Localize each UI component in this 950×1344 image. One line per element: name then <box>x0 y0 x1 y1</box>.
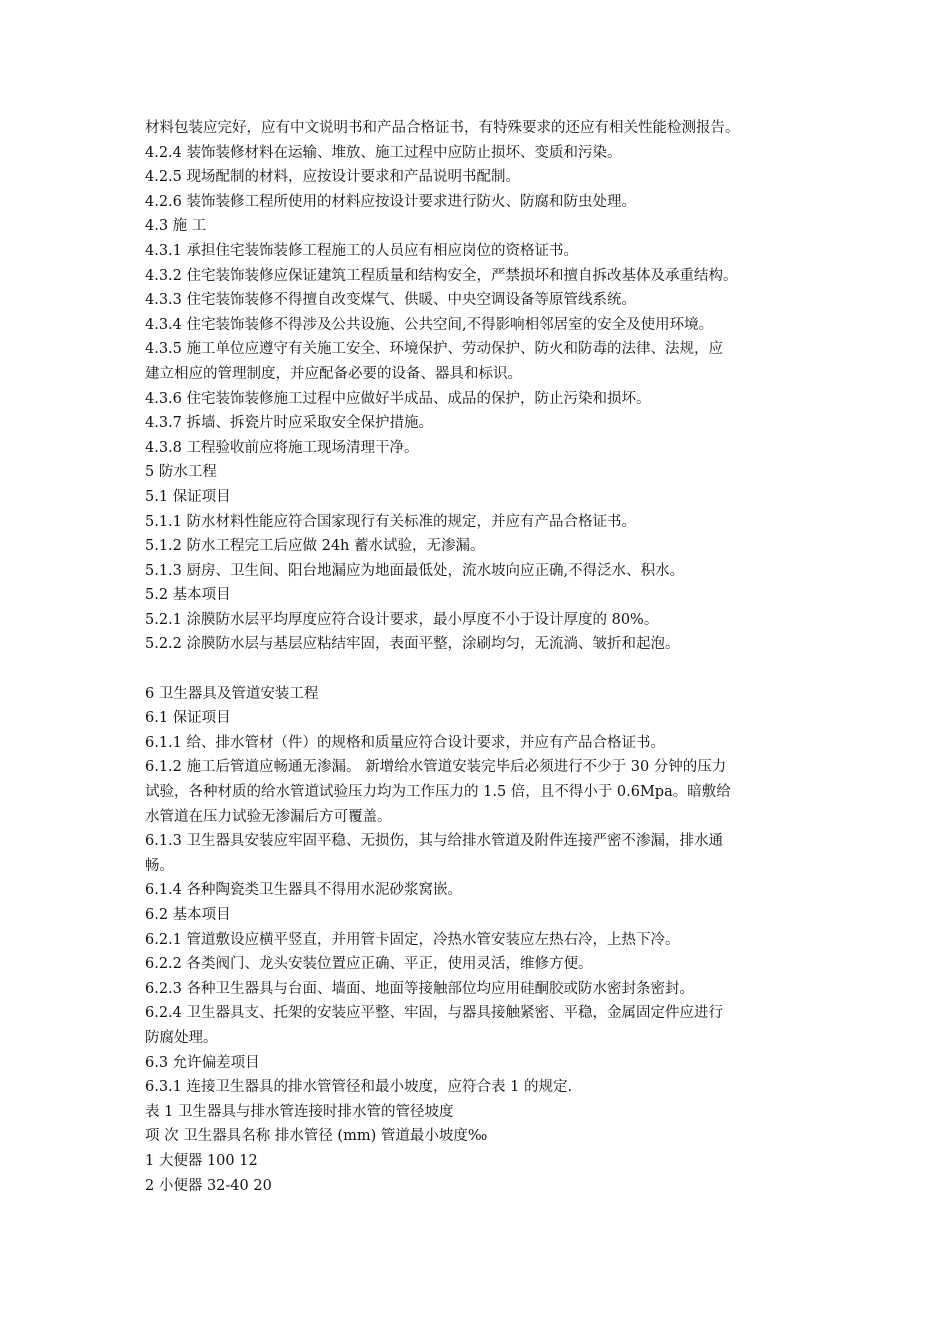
text-line: 4.2.5 现场配制的材料，应按设计要求和产品说明书配制。 <box>145 169 521 186</box>
text-line: 建立相应的管理制度，并应配备必要的设备、器具和标识。 <box>145 365 522 382</box>
text-line: 4.2.6 装饰装修工程所使用的材料应按设计要求进行防火、防腐和防虫处理。 <box>145 193 637 210</box>
text-line: 6.1.2 施工后管道应畅通无渗漏。 新增给水管道安装完毕后必须进行不少于 30 分钟的压力 <box>145 759 727 776</box>
text-line: 4.3.5 施工单位应遵守有关施工安全、环境保护、劳动保护、防火和防毒的法律、法规，应 <box>145 341 723 358</box>
text-line: 试验，各种材质的给水管道试验压力均为工作压力的 1.5 倍，且不得小于 0.6Mpa。暗敷给 <box>145 784 731 801</box>
text-line: 6.2.2 各类阀门、龙头安装位置应正确、平正，使用灵活，维修方便。 <box>145 956 593 973</box>
text-line: 4.3 施 工 <box>145 218 207 235</box>
text-line: 6.2.1 管道敷设应横平竖直，并用管卡固定，冷热水管安装应左热右冷，上热下冷。 <box>145 931 680 948</box>
text-line: 4.3.6 住宅装饰装修施工过程中应做好半成品、成品的保护，防止污染和损坏。 <box>145 390 651 407</box>
text-line: 1 大便器 100 12 <box>145 1152 258 1169</box>
text-line: 6.2.4 卫生器具支、托架的安装应平整、牢固，与器具接触紧密、平稳，金属固定件应进行 <box>145 1005 723 1022</box>
text-line: 水管道在压力试验无渗漏后方可覆盖。 <box>145 808 392 825</box>
text-line: 4.3.4 住宅装饰装修不得涉及公共设施、公共空间,不得影响相邻居室的安全及使用环境。 <box>145 316 714 333</box>
text-line: 6 卫生器具及管道安装工程 <box>145 685 319 702</box>
text-line: 4.2.4 装饰装修材料在运输、堆放、施工过程中应防止损坏、变质和污染。 <box>145 144 622 161</box>
text-line: 防腐处理。 <box>145 1029 218 1046</box>
text-line: 项 次 卫生器具名称 排水管径 (mm) 管道最小坡度‰ <box>145 1128 488 1145</box>
text-line: 4.3.7 拆墙、拆瓷片时应采取安全保护措施。 <box>145 415 434 432</box>
text-line: 5.1.3 厨房、卫生间、阳台地漏应为地面最低处，流水坡向应正确,不得泛水、积水。 <box>145 562 685 579</box>
text-line: 6.1 保证项目 <box>145 710 231 727</box>
text-line: 5.1.1 防水材料性能应符合国家现行有关标准的规定，并应有产品合格证书。 <box>145 513 637 530</box>
text-line: 6.1.4 各种陶瓷类卫生器具不得用水泥砂浆窝嵌。 <box>145 882 463 899</box>
text-line: 畅。 <box>145 857 174 874</box>
text-line: 5.1.2 防水工程完工后应做 24h 蓄水试验，无渗漏。 <box>145 538 485 555</box>
text-line: 5.2.1 涂膜防水层平均厚度应符合设计要求，最小厚度不小于设计厚度的 80%。 <box>145 611 659 628</box>
text-line: 表 1 卫生器具与排水管连接时排水管的管径坡度 <box>145 1103 454 1120</box>
text-line: 6.1.3 卫生器具安装应牢固平稳、无损伤，其与给排水管道及附件连接严密不渗漏，排水通 <box>145 833 723 850</box>
text-line: 4.3.2 住宅装饰装修应保证建筑工程质量和结构安全，严禁损坏和擅自拆改基体及承重结构。 <box>145 267 738 284</box>
text-line: 6.2.3 各种卫生器具与台面、墙面、地面等接触部位均应用硅酮胶或防水密封条密封。 <box>145 980 695 997</box>
text-line: 5.1 保证项目 <box>145 488 231 505</box>
text-line: 5.2 基本项目 <box>145 587 231 604</box>
text-line: 5.2.2 涂膜防水层与基层应粘结牢固，表面平整，涂刷均匀，无流淌、皱折和起泡。 <box>145 636 680 653</box>
blank-line <box>145 657 815 682</box>
text-line: 6.1.1 给、排水管材（件）的规格和质量应符合设计要求，并应有产品合格证书。 <box>145 734 666 751</box>
text-line: 6.3 允许偏差项目 <box>145 1054 260 1071</box>
text-line: 5 防水工程 <box>145 464 217 481</box>
text-line: 4.3.1 承担住宅装饰装修工程施工的人员应有相应岗位的资格证书。 <box>145 242 579 259</box>
text-line: 6.2 基本项目 <box>145 907 231 923</box>
text-line: 4.3.3 住宅装饰装修不得擅自改变煤气、供暖、中央空调设备等原管线系统。 <box>145 292 637 309</box>
text-line: 6.3.1 连接卫生器具的排水管管径和最小坡度，应符合表 1 的规定. <box>145 1079 573 1096</box>
document-body <box>145 116 815 1198</box>
text-line: 4.3.8 工程验收前应将施工现场清理干净。 <box>145 439 419 456</box>
text-line: 2 小便器 32-40 20 <box>145 1177 272 1194</box>
text-line: 材料包装应完好，应有中文说明书和产品合格证书，有特殊要求的还应有相关性能检测报告。 <box>145 120 740 136</box>
